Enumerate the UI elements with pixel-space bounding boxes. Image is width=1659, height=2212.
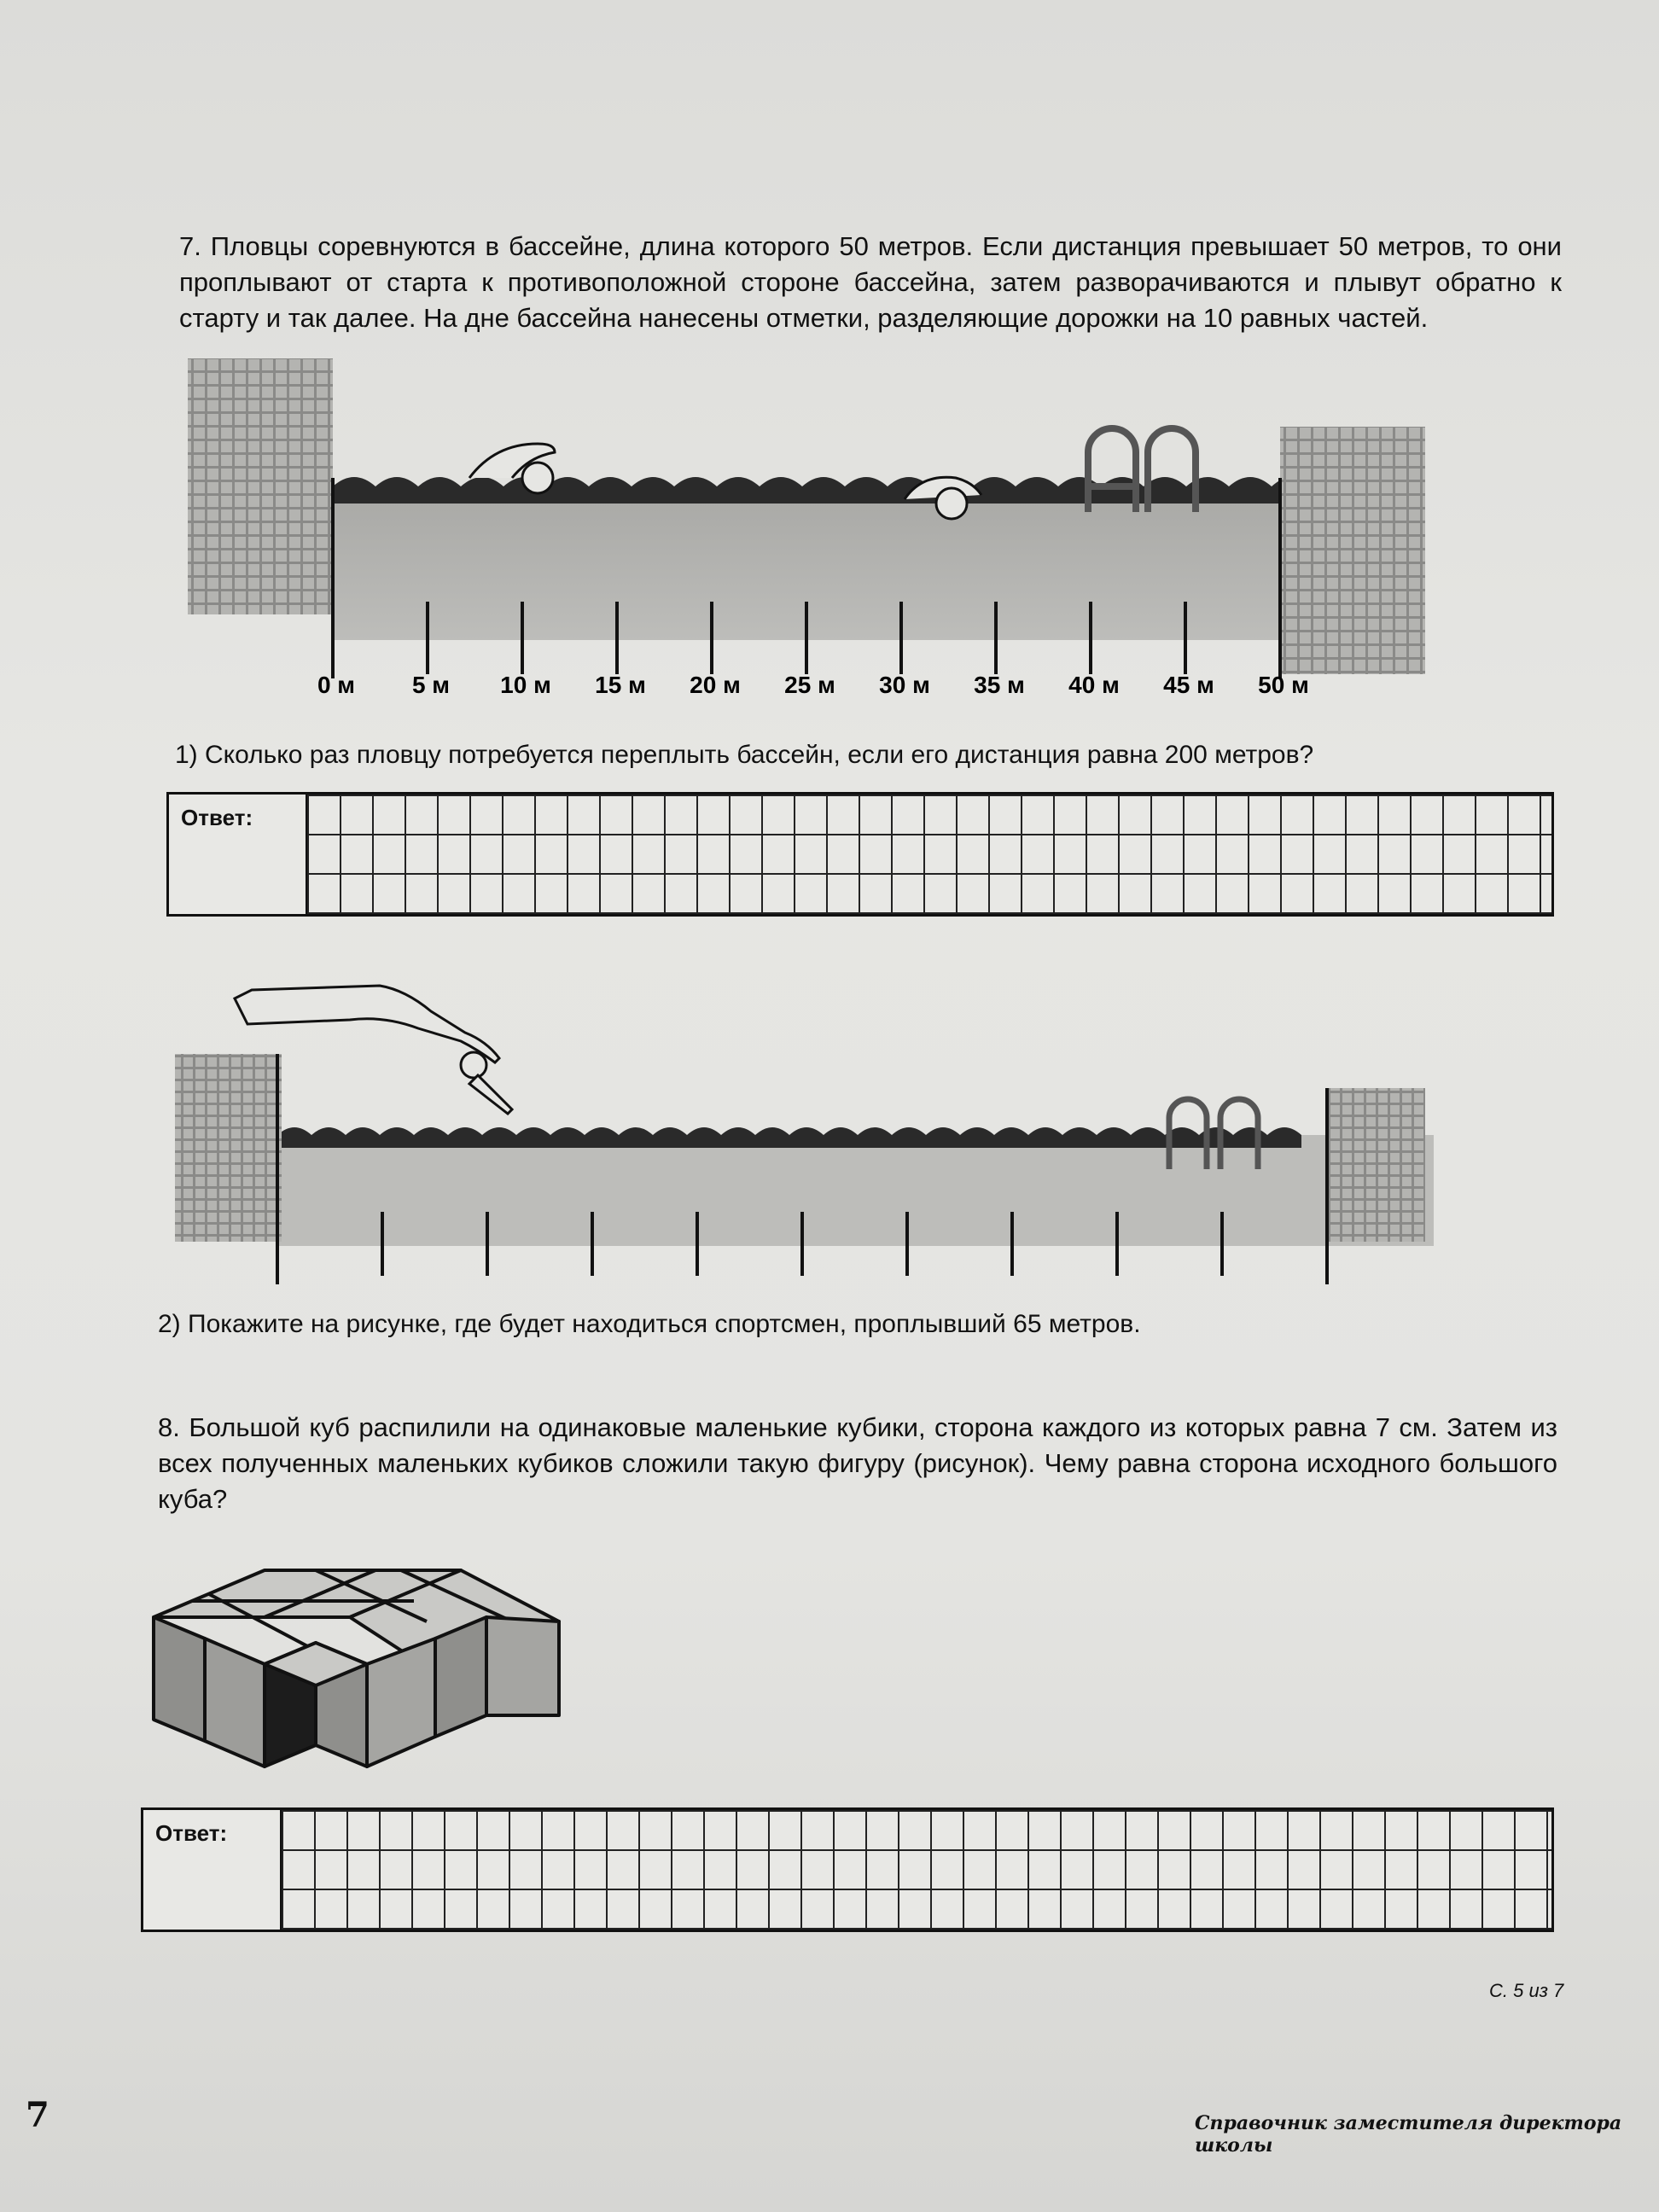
pool-mark-label: 20 м (690, 672, 741, 698)
task-7-text (179, 229, 1562, 336)
pool-wall-left (175, 1054, 282, 1242)
pool-mark-label: 40 м (1068, 672, 1120, 698)
pool-mark-label: 10 м (500, 672, 551, 698)
page-number: 7 (26, 2095, 49, 2135)
pool-mark-label: 45 м (1163, 672, 1214, 698)
task-8-text (158, 1410, 1557, 1517)
pool-wall-left (188, 358, 333, 614)
pool-mark-label: 50 м (1258, 672, 1309, 698)
pool-mark-label: 5 м (411, 672, 451, 698)
pool-mark-label: 15 м (595, 672, 646, 698)
question-1: 1) Сколько раз пловцу потребуется переплыть бассейн, если его дистанция равна 200 метров? (175, 741, 1314, 769)
pool-mark-label: 0 м (317, 672, 356, 698)
page-reference: С. 5 из 7 (1489, 1980, 1564, 2001)
answer-box-1[interactable] (166, 792, 1554, 917)
answer-label: Ответ: (155, 1820, 228, 1846)
journal-title: Справочник заместителя директора школы (1195, 2112, 1622, 2157)
task-8-paragraph: 8. Большой куб распилили на одинаковые маленькие кубики, сторона каждого из которых равна 7 см. Затем из всех полученных маленьких кубиков сложили такую фигуру (рисунок). Чему равна сторона исходного большого куба? (158, 1412, 1557, 1514)
pool-figure-1 (179, 358, 1434, 700)
pool-mark-label: 30 м (879, 672, 930, 698)
cube-figure (145, 1536, 572, 1784)
pool-wall-right (1280, 427, 1425, 674)
wave-line (277, 1127, 1301, 1148)
question-2: 2) Покажите на рисунке, где будет находиться спортсмен, проплывший 65 метров. (158, 1310, 1141, 1338)
pool-figure-2 (171, 973, 1434, 1297)
answer-grid-1[interactable] (306, 795, 1551, 914)
pool-mark-label: 35 м (974, 672, 1025, 698)
answer-box-2[interactable] (141, 1807, 1554, 1932)
answer-grid-2[interactable] (280, 1810, 1551, 1930)
water (333, 486, 1306, 640)
pool-mark-label: 25 м (784, 672, 835, 698)
wave-line (333, 477, 1306, 504)
task-7-paragraph: 7. Пловцы соревнуются в бассейне, длина которого 50 метров. Если дистанция превышает 50 метров, то они проплывают от старта к противоположной стороне бассейна, затем разворачиваются и плывут обратно к старту и так далее. На дне бассейна нанесены отметки, разделяющие дорожки на 10 равных частей. (179, 231, 1562, 333)
answer-label: Ответ: (181, 805, 253, 830)
pool-wall-right (1327, 1088, 1425, 1242)
